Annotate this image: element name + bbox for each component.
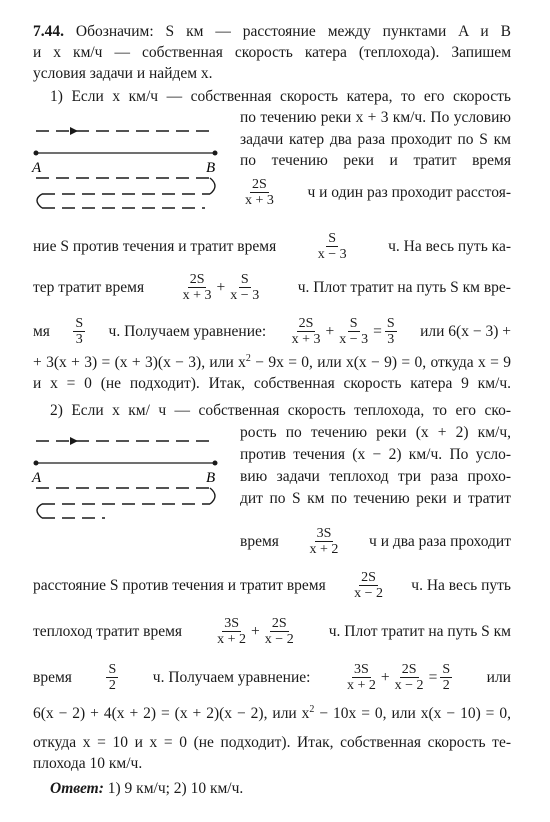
part2-line-3: против течения (x − 2) км/ч. По усло- [240,446,511,463]
plus-sign: + [325,322,335,340]
point-a-label: A [32,160,42,176]
text: ние S против течения и тратит время [33,237,277,255]
part1-line-7 [33,272,511,303]
fraction: $\frac{S}{3}$ [75,316,84,347]
fraction: $\frac{2S}{x - 2}$ [264,616,294,647]
part1-line-8 [33,316,511,347]
part1-line-10: и x = 0 (не подходит). Итак, собственная скорость катера 9 км/ч. [33,375,511,392]
answer-line [50,780,243,798]
turn-arc [210,178,215,194]
part1-line-2: по течению реки x + 3 км/ч. По условию [240,109,511,126]
diagram-part1 [30,120,230,215]
point-a-dot [34,461,39,466]
diagram-part2 [30,430,230,525]
equals-sign: = [373,322,382,340]
intro-text: Обозначим: S км — расстояние между пунктами A и B [64,23,511,40]
text: ч. Получаем уравнение: [152,668,311,686]
part2-line-12: плохода 10 км/ч. [33,755,143,772]
text: или 6(x − 3) + [420,322,511,340]
part2-line-2: рость по течению реки (x + 2) км/ч, [240,424,511,441]
fraction: $\frac{S}{3}$ [386,316,395,347]
arrow-head-icon [70,437,78,445]
sum-expression [178,272,265,303]
fraction: $\frac{2S}{x + 3}$ [245,177,274,208]
equation [342,662,455,693]
text: ч. Плот тратит на путь S км вре- [297,278,511,296]
part2-line-1: 2) Если x км/ ч — собственная скорость теплохода, то его ско- [50,402,511,419]
equals-sign: = [428,668,438,686]
text: тер тратит время [33,278,145,296]
text: ч. Получаем уравнение: [108,322,267,340]
text: время [240,532,279,550]
text: ч. Плот тратит на путь S км [328,622,511,640]
fraction: $\frac{2S}{x + 3}$ [182,272,212,303]
text: ч. На весь путь [411,576,511,594]
sum-expression [212,616,299,647]
part2-line-10: 6(x − 2) + 4(x + 2) = (x + 2)(x − 2), или $x^2 - 10x = 0$, или x(x − 10) = 0, [33,703,511,722]
turn-arc [37,194,42,208]
answer-text: 1) 9 км/ч; 2) 10 км/ч. [103,780,244,797]
fraction: $\frac{S}{x - 3}$ [339,316,369,347]
fraction: $\frac{S}{2}$ [442,662,451,693]
part1-line-5 [240,177,511,208]
plus-sign: + [380,668,390,686]
part1-line-9: + 3(x + 3) = (x + 3)(x − 3), или $x^2 - 9x = 0$, или x(x − 9) = 0, откуда x = 9 [33,352,511,371]
fraction: $\frac{S}{x - 3}$ [317,231,347,262]
part1-line-4: по течению реки и тратит время [240,152,511,169]
part1-line-6 [33,231,511,262]
text: теплоход тратит время [33,622,183,640]
text: ч и два раза проходит [369,532,511,550]
part2-line-11: откуда x = 10 и x = 0 (не подходит). Итак, собственная скорость те- [33,734,511,751]
equation [287,316,400,347]
plus-sign: + [251,622,260,640]
arrow-head-icon [70,127,78,135]
part2-line-4: вию задачи теплоход три раза прохо- [240,468,511,485]
intro-line-2: и x км/ч — собственная скорость катера (теплохода). Запишем [33,44,511,61]
point-b-label: B [206,470,216,486]
turn-arc [210,488,215,504]
fraction: $\frac{2S}{x + 3}$ [291,316,321,347]
answer-label: Ответ: [50,780,104,797]
fraction: $\frac{2S}{x - 2}$ [354,570,383,601]
intro-line-1 [33,23,511,41]
intro-line-3: условия задачи и найдем x. [33,65,213,82]
fraction: $\frac{S}{2}$ [108,662,117,693]
plus-sign: + [216,278,226,296]
fraction: $\frac{2S}{x - 2}$ [394,662,424,693]
fraction: $\frac{3S}{x + 2}$ [217,616,247,647]
point-a-dot [34,151,39,156]
turn-arc [37,504,42,518]
fraction: $\frac{3S}{x + 2}$ [309,526,339,557]
text: мя [33,322,50,340]
part2-line-7 [33,570,511,601]
part2-line-9 [33,662,511,693]
part1-line-5-text: ч и один раз проходит расстоя- [307,183,511,201]
fraction: $\frac{S}{x - 3}$ [230,272,260,303]
point-b-dot [213,461,218,466]
part1-line-1: 1) Если x км/ч — собственная скорость катера, то его скорость [50,88,511,105]
part2-line-5: дит по S км по течению реки и тратит [240,490,511,507]
point-a-label: A [32,470,42,486]
problem-number: 7.44. [33,23,64,40]
point-b-dot [213,151,218,156]
point-b-label: B [206,160,216,176]
text: время [33,668,72,686]
text: ч. На весь путь ка- [388,237,511,255]
fraction: $\frac{3S}{x + 2}$ [347,662,376,693]
part1-line-3: задачи катер два раза проходит по S км [240,131,511,148]
text: расстояние S против течения и тратит время [33,576,326,594]
text: или [486,668,511,686]
part2-line-6 [240,526,511,557]
part2-line-8 [33,616,511,647]
